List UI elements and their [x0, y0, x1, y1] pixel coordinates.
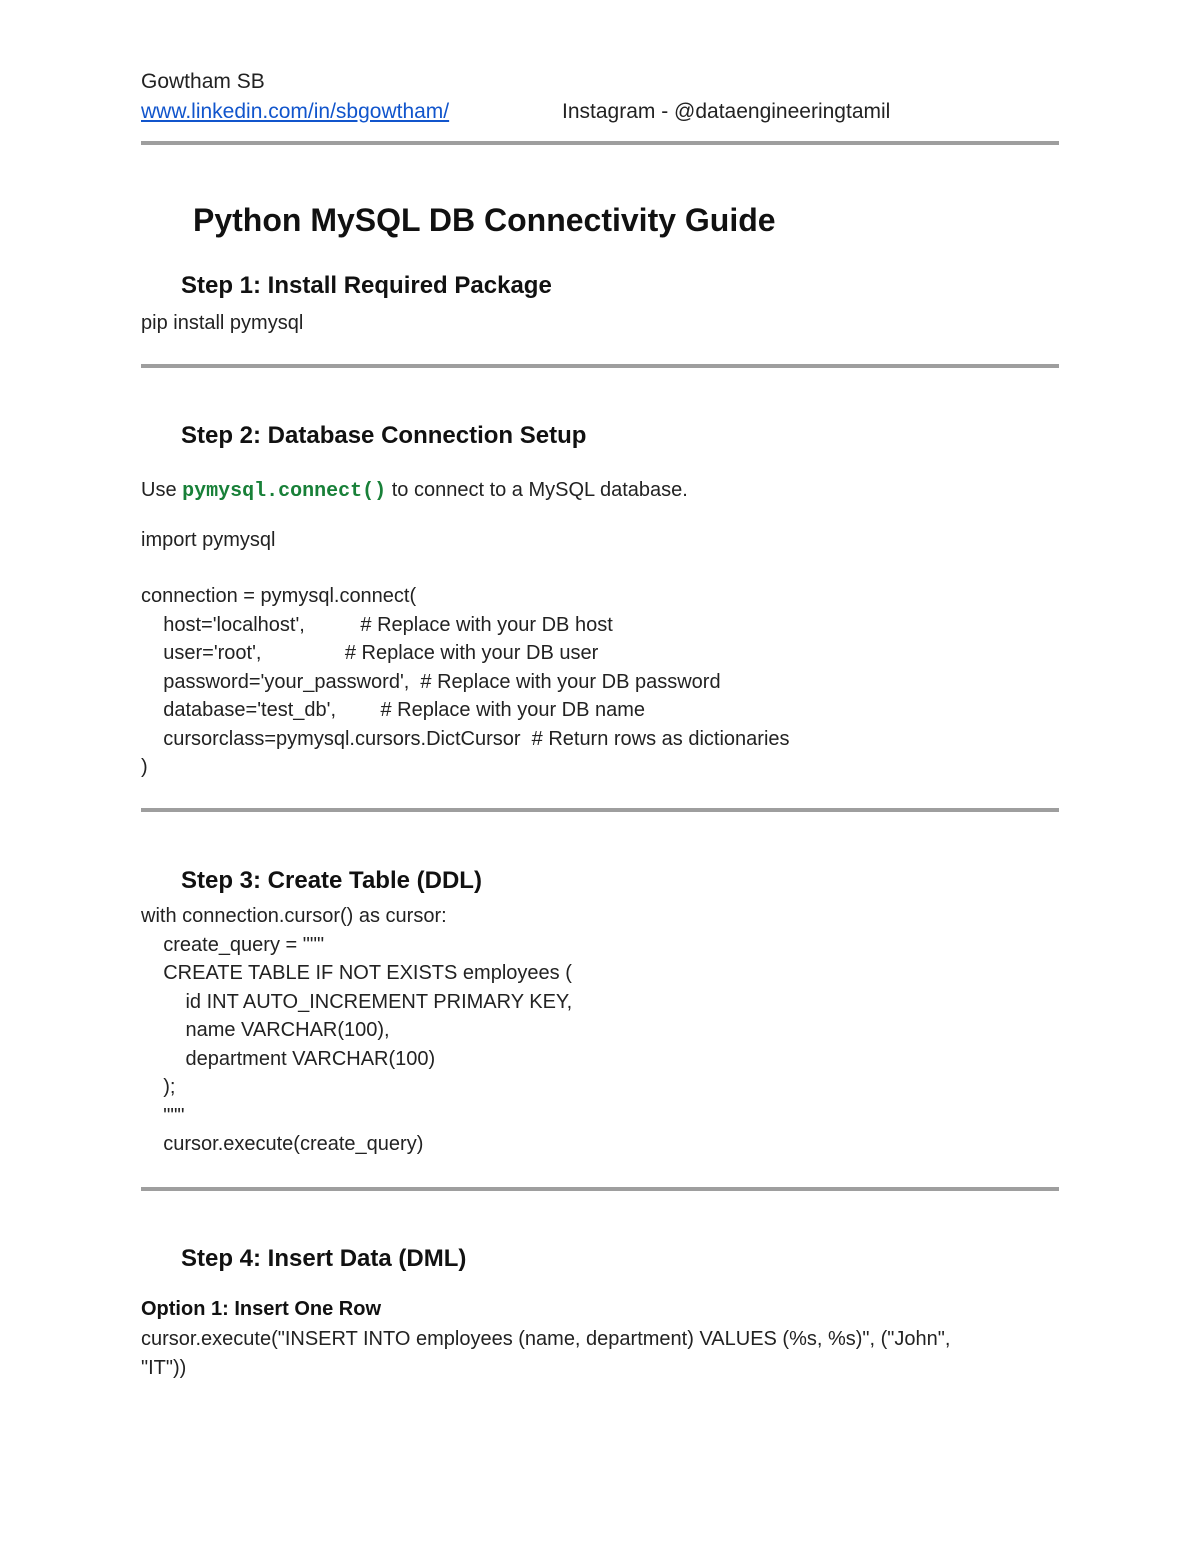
code-line: connection = pymysql.connect( — [141, 585, 417, 607]
code-line: host='localhost', # Replace with your DB host — [141, 613, 613, 636]
code-line: """ — [141, 1104, 185, 1127]
divider — [141, 141, 1059, 145]
intro-text: Use — [141, 479, 183, 501]
divider — [141, 1187, 1059, 1191]
code-line: department VARCHAR(100) — [141, 1047, 436, 1070]
step4-heading: Step 4: Insert Data (DML) — [181, 1245, 467, 1272]
author-name: Gowtham SB — [141, 70, 265, 93]
code-line: id INT AUTO_INCREMENT PRIMARY KEY, — [141, 990, 573, 1013]
code-line: CREATE TABLE IF NOT EXISTS employees ( — [141, 962, 572, 984]
divider — [141, 808, 1059, 812]
inline-code: pymysql.connect() — [182, 480, 387, 503]
import-line: import pymysql — [141, 529, 276, 551]
step3-heading: Step 3: Create Table (DDL) — [181, 867, 482, 894]
code-line: create_query = """ — [141, 933, 325, 956]
linkedin-link[interactable]: www.linkedin.com/in/sbgowtham/ — [141, 100, 450, 123]
intro-text: to connect to a MySQL database. — [386, 479, 688, 501]
step2-intro — [141, 479, 688, 503]
divider — [141, 364, 1059, 368]
step1-heading: Step 1: Install Required Package — [181, 272, 552, 299]
code-line: password='your_password', # Replace with your DB password — [141, 670, 721, 693]
page-title: Python MySQL DB Connectivity Guide — [193, 202, 776, 238]
option1-heading: Option 1: Insert One Row — [141, 1298, 382, 1320]
insert-code-block — [141, 1325, 950, 1382]
create-table-code-block — [141, 902, 572, 1159]
code-line: cursor.execute(create_query) — [141, 1133, 424, 1155]
code-line: with connection.cursor() as cursor: — [141, 905, 447, 927]
code-line: name VARCHAR(100), — [141, 1019, 390, 1041]
code-line: cursor.execute("INSERT INTO employees (name, department) VALUES (%s, %s)", ("John", — [141, 1328, 951, 1350]
code-line: database='test_db', # Replace with your DB name — [141, 699, 646, 721]
code-line: ) — [141, 756, 148, 778]
code-line: user='root', # Replace with your DB user — [141, 642, 599, 664]
code-line: ); — [141, 1076, 176, 1098]
code-line: "IT")) — [141, 1356, 187, 1379]
connection-code-block — [141, 582, 790, 782]
step2-heading: Step 2: Database Connection Setup — [181, 422, 587, 449]
code-line: cursorclass=pymysql.cursors.DictCursor # Return rows as dictionaries — [141, 727, 790, 750]
step1-command: pip install pymysql — [141, 312, 304, 334]
instagram-handle: Instagram - @dataengineeringtamil — [562, 100, 891, 123]
